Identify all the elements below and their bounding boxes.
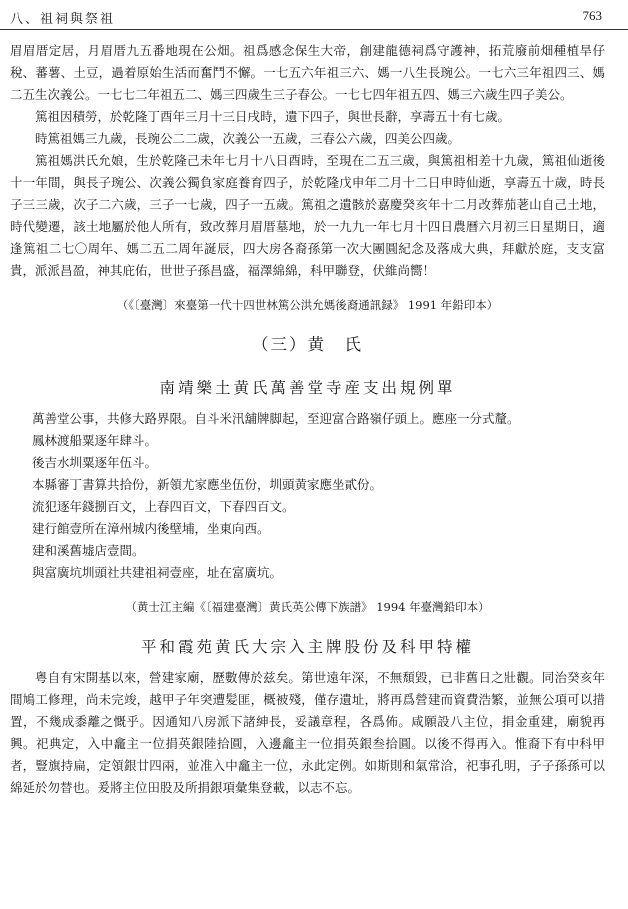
list-item: 後吉水圳粟逐年伍斗。 <box>32 455 158 470</box>
source-citation: （黄士江主編《〔福建臺灣〕黄氏英公傳下族譜》 1994 年臺灣鉛印本） <box>125 600 490 614</box>
page-body <box>10 40 605 799</box>
body-paragraph: 篤祖因積勞，於乾隆丁酉年三月十三日戌時，遺下四子，與世長辭，享壽五十有七歲。 <box>35 109 511 124</box>
body-paragraph: 粤自有宋開基以來，營建家廟，歷數傳於兹矣。第世遠年深，不無頹毀，已非舊日之壯觀。同治癸亥年間鳩工修理，尚未完竣，越甲子年突遭髪匪，概被殘，僅存遺址，將再爲營建而資費浩繁，並無公項可以措置，不幾成黍離之慨乎。因通知八房派下諸紳長，妥議章程，各爲佈。咸願設八主位，捐金重建，廟貌再興。祀典定，入中龕主一位捐英銀陸拾圓，入邊龕主一位捐英銀叁拾圓。以後不得再入。惟裔下有中科甲者，豎旗持扁，定領銀廿四兩，並准入中龕主一位，永此定例。如斯則和氣常洽，祀事孔明，子子孫孫可以綿延於勿替也。爰將主位田股及所捐銀項彙集登載，以志不忘。 <box>10 670 605 795</box>
list-item: 建行館壹所在漳州城内後壁埔，坐東向西。 <box>32 521 270 536</box>
source-citation: （《〔臺灣〕來臺第一代十四世林篤公洪允媽後裔通訊録》 1991 年鉛印本） <box>116 298 499 312</box>
page-header <box>0 0 628 30</box>
regulation-list <box>10 408 605 584</box>
document-title: 南靖樂土黄氏萬善堂寺産支出規例單 <box>159 379 456 397</box>
list-item: 鳳林渡船粟逐年肆斗。 <box>32 433 158 448</box>
running-head-title: 八、祖祠與祭祖 <box>10 12 116 27</box>
list-item: 與富廣坑圳頭社共建祖祠壹座，址在富廣坑。 <box>32 565 283 580</box>
header-rule <box>0 29 628 30</box>
list-item: 建和溪舊墟店壹間。 <box>32 543 145 558</box>
body-paragraph: 篤祖媽洪氏允娘，生於乾隆己未年七月十八日酉時，至現在二五三歲，與篤祖相差十九歲，篤祖仙逝後十一年間，與長子琬公、次義公獨負家庭養育四子，於乾隆戊申年二月十二日申時仙逝，享壽五十歲，時長子三三歲，次子二六歲，三子一七歲，四子一五歲。篤祖之遺骸於嘉慶癸亥年十二月改葬茄荖山自己土地，時代變遷，該土地屬於他人所有，致改葬月眉厝墓地，於一九九一年七月十四日農曆六月初三日星期日，適逢篤祖二七〇周年、媽二五二周年誕辰，四大房各裔孫第一次大團圓紀念及落成大典，拜獻於庭，支支富貴，派派昌盈，神其庇佑，世世子孫昌盛，福澤綿綿，科甲聯登，伏維尚嚮！ <box>10 153 605 278</box>
list-item: 流犯逐年錢捌百文，上春四百文，下春四百文。 <box>32 499 295 514</box>
body-paragraph: 眉眉厝定居，月眉厝九五番地現在公畑。祖爲感念保生大帝，創建龍德祠爲守護神，拓荒廢前畑種植旱仔稅、蕃薯、土豆，過着原始生活而奮鬥不懈。一七五六年祖三六、媽一八生長琬公。一七六三年祖四三、媽二五生次義公。一七七二年祖五二、媽三四歲生三子春公。一七七四年祖五四、媽三六歲生四子美公。 <box>10 43 605 102</box>
list-item: 萬善堂公事，共修大路界限。自斗米汛舖牌脚起，至迎富合路嶺仔頭上。應座一分式釐。 <box>32 411 520 426</box>
section-heading: （三）黄 氏 <box>252 335 363 354</box>
body-paragraph: 時篤祖媽三九歲，長琬公二二歲，次義公一五歲，三春公六歲，四美公四歲。 <box>35 131 461 146</box>
page-number: 763 <box>582 8 602 23</box>
list-item: 本縣審丁書算共拾份，新領尤家應坐伍份，圳頭黄家應坐貳份。 <box>32 477 383 492</box>
document-title: 平和霞苑黄氏大宗入主牌股份及科甲特權 <box>140 638 474 656</box>
